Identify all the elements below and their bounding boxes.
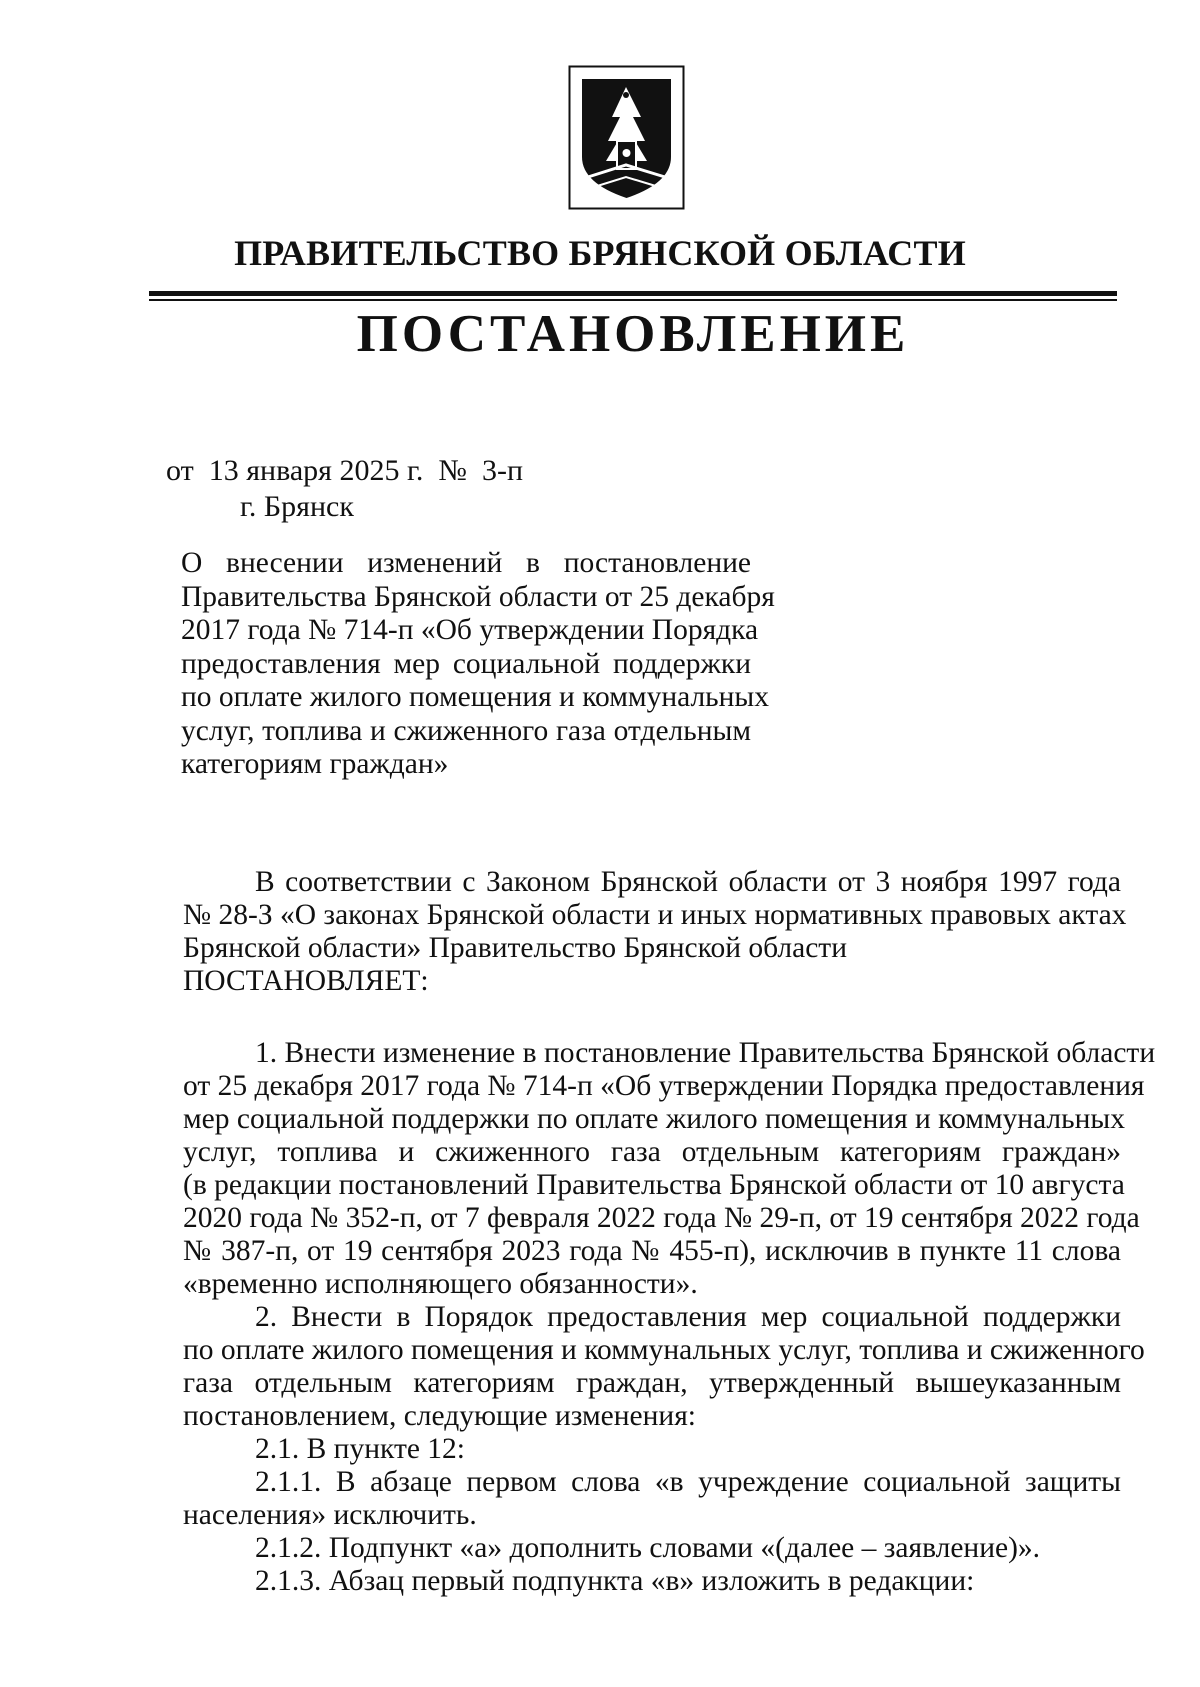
city-line: г. Брянск — [240, 490, 354, 523]
item-1-line: услуг, топлива и сжиженного газа отдельным категориям граждан» — [183, 1136, 1121, 1168]
item-2-1-1-line: населения» исключить. — [183, 1499, 477, 1531]
date-number-line: от 13 января 2025 г. № 3-п — [166, 454, 524, 487]
decree-word: ПОСТАНОВЛЯЕТ: — [183, 965, 429, 997]
header-rule-thin — [149, 299, 1117, 301]
item-1-line: от 25 декабря 2017 года № 714-п «Об утверждении Порядка предоставления — [183, 1070, 1145, 1102]
item-1-line: мер социальной поддержки по оплате жилого помещения и коммунальных — [183, 1103, 1125, 1135]
preamble-line: Брянской области» Правительство Брянской области — [183, 932, 847, 964]
subject-line: категориям граждан» — [181, 748, 449, 780]
item-1-line: 1. Внести изменение в постановление Правительства Брянской области — [255, 1037, 1156, 1069]
document-body — [183, 866, 1156, 1598]
header-rule-thick — [149, 291, 1117, 296]
preamble-line: № 28-З «О законах Брянской области и иных нормативных правовых актах — [183, 899, 1127, 931]
item-2-1: 2.1. В пункте 12: — [255, 1433, 466, 1465]
item-1-line: № 387-п, от 19 сентября 2023 года № 455-п), исключив в пункте 11 слова — [183, 1235, 1121, 1267]
subject-line: предоставления мер социальной поддержки — [181, 647, 751, 680]
item-2-1-1-line: 2.1.1. В абзаце первом слова «в учреждение социальной защиты — [255, 1466, 1121, 1498]
item-2-line: постановлением, следующие изменения: — [183, 1400, 696, 1432]
item-1-line: «временно исполняющего обязанности». — [183, 1268, 698, 1300]
item-2-1-2: 2.1.2. Подпункт «а» дополнить словами «(далее – заявление)». — [255, 1532, 1041, 1564]
document-subject — [181, 547, 775, 782]
item-2-line: 2. Внести в Порядок предоставления мер социальной поддержки — [255, 1301, 1121, 1333]
government-title: ПРАВИТЕЛЬСТВО БРЯНСКОЙ ОБЛАСТИ — [234, 233, 966, 273]
subject-line: О внесении изменений в постановление — [181, 547, 751, 579]
subject-line: по оплате жилого помещения и коммунальных — [181, 681, 769, 713]
item-1-line: (в редакции постановлений Правительства Брянской области от 10 августа — [183, 1169, 1125, 1201]
preamble-line: В соответствии с Законом Брянской области от 3 ноября 1997 года — [255, 866, 1121, 898]
subject-line: Правительства Брянской области от 25 декабря — [181, 580, 775, 613]
item-2-line: по оплате жилого помещения и коммунальных услуг, топлива и сжиженного — [183, 1334, 1145, 1366]
item-1-line: 2020 года № 352-п, от 7 февраля 2022 года № 29-п, от 19 сентября 2022 года — [183, 1202, 1140, 1234]
document-type: ПОСТАНОВЛЕНИЕ — [356, 305, 910, 363]
item-2-1-3: 2.1.3. Абзац первый подпункта «в» изложить в редакции: — [255, 1565, 975, 1597]
subject-line: услуг, топлива и сжиженного газа отдельным — [181, 714, 751, 747]
item-2-line: газа отдельным категориям граждан, утвержденный вышеуказанным — [183, 1367, 1121, 1399]
coat-of-arms-icon — [568, 65, 685, 210]
subject-line: 2017 года № 714-п «Об утверждении Порядка — [181, 614, 759, 646]
